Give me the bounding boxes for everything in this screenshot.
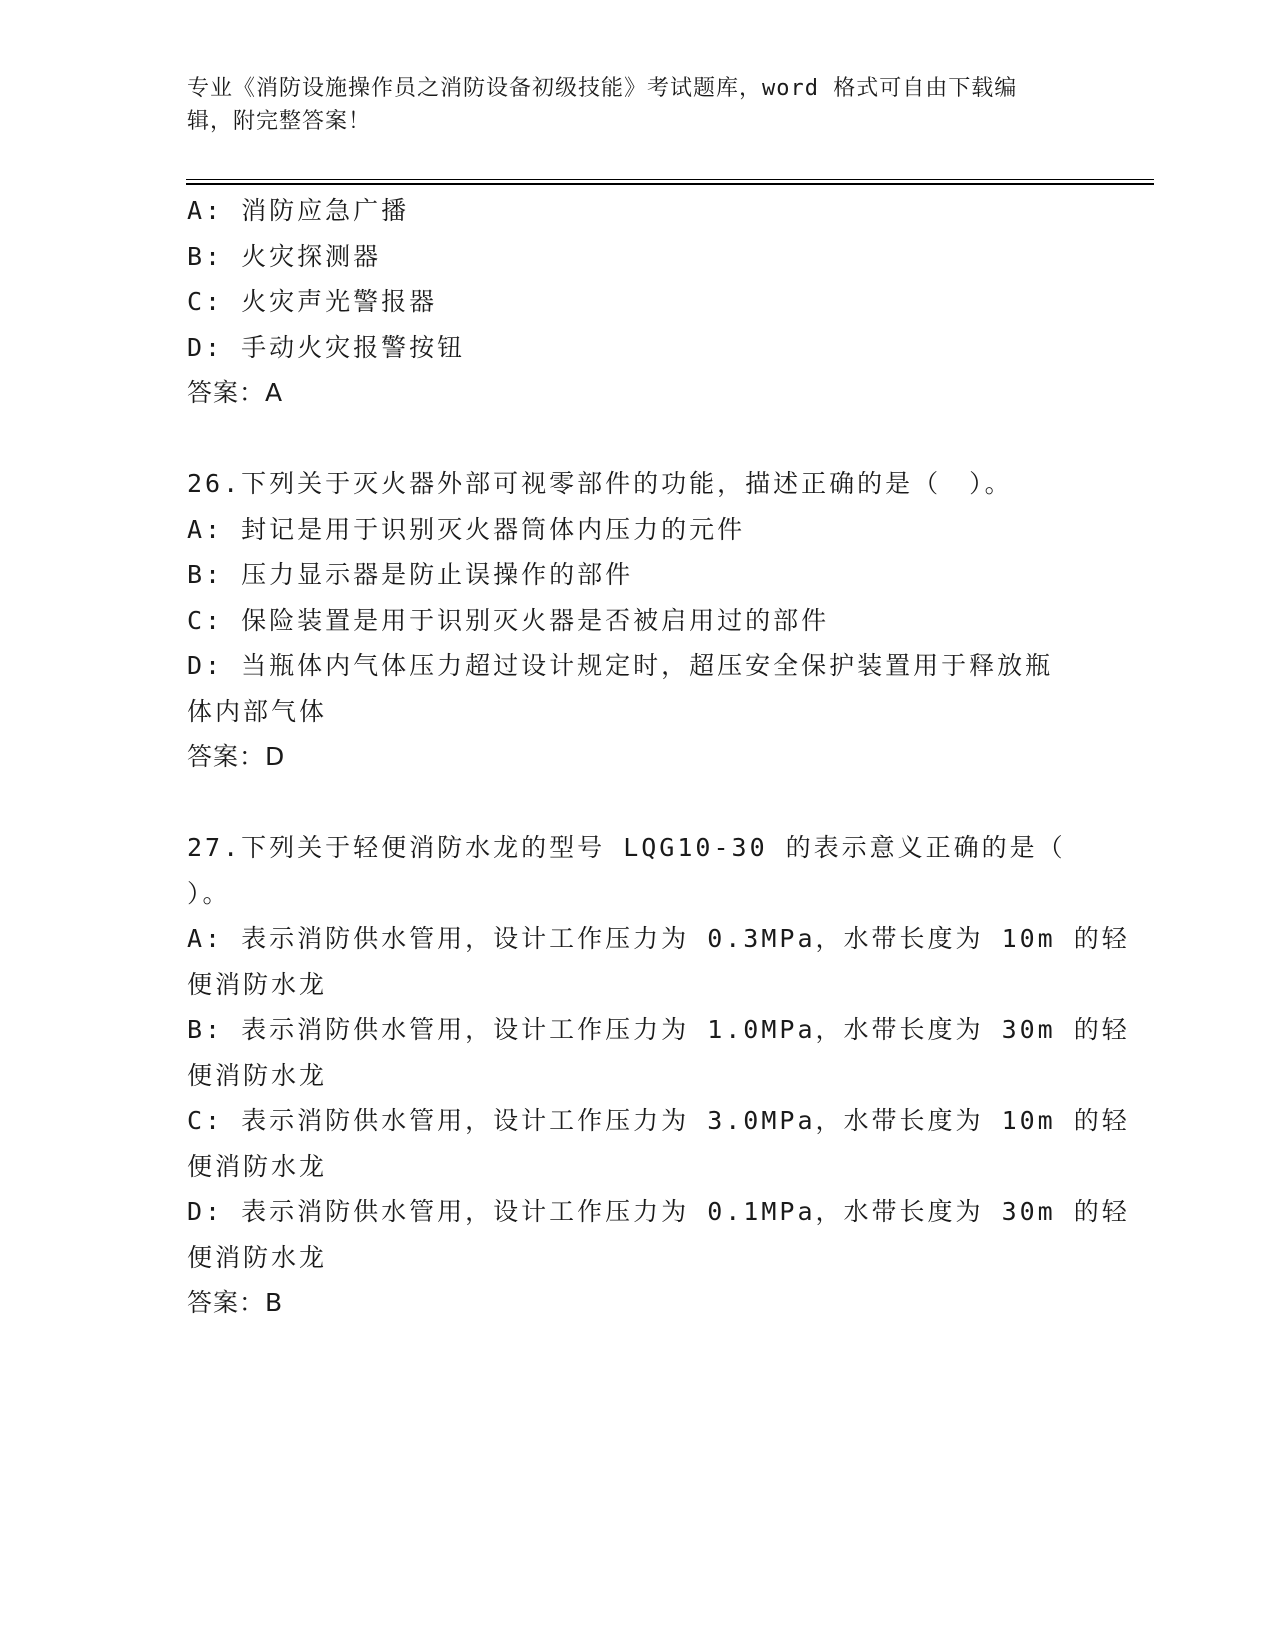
option-c: C: 火灾声光警报器	[187, 287, 438, 316]
option-a: A: 表示消防供水管用，设计工作压力为 0.3MPa，水带长度为 10m 的轻	[187, 924, 1130, 953]
question-stem-continued: ）。	[187, 878, 231, 908]
option-c: C: 保险装置是用于识别灭火器是否被启用过的部件	[187, 605, 830, 635]
option-d-continued: 便消防水龙	[187, 1242, 328, 1272]
header-line-2: 辑，附完整答案！	[187, 109, 372, 134]
option-d: D: 当瓶体内气体压力超过设计规定时，超压安全保护装置用于释放瓶	[187, 651, 1054, 680]
spacer	[187, 780, 1087, 826]
document-header	[187, 72, 1067, 138]
header-line-1: 专业《消防设施操作员之消防设备初级技能》考试题库，word 格式可自由下载编	[187, 76, 1018, 101]
option-a: A: 消防应急广播	[187, 196, 410, 225]
answer-line: 答案：B	[187, 1288, 284, 1317]
option-c-continued: 便消防水龙	[187, 1151, 328, 1181]
option-d: D: 表示消防供水管用，设计工作压力为 0.1MPa，水带长度为 30m 的轻	[187, 1197, 1130, 1226]
header-rule-thin	[186, 179, 1154, 180]
option-b-continued: 便消防水龙	[187, 1060, 328, 1090]
question-stem: 27.下列关于轻便消防水龙的型号 LQG10-30 的表示意义正确的是（	[187, 833, 1066, 862]
option-d-continued: 体内部气体	[187, 696, 328, 726]
question-list	[187, 188, 1130, 1326]
question-26	[187, 461, 1087, 780]
spacer	[187, 416, 1087, 462]
option-c: C: 表示消防供水管用，设计工作压力为 3.0MPa，水带长度为 10m 的轻	[187, 1106, 1130, 1135]
question-stem: 26.下列关于灭火器外部可视零部件的功能，描述正确的是（ ）。	[187, 469, 1013, 498]
header-rule-thick	[186, 183, 1154, 185]
option-b: B: 压力显示器是防止误操作的部件	[187, 560, 634, 589]
answer-line: 答案：A	[187, 378, 284, 407]
option-a-continued: 便消防水龙	[187, 969, 328, 999]
question-27	[187, 825, 1130, 1326]
answer-line: 答案：D	[187, 742, 286, 771]
option-b: B: 火灾探测器	[187, 241, 382, 271]
option-b: B: 表示消防供水管用，设计工作压力为 1.0MPa，水带长度为 30m 的轻	[187, 1015, 1130, 1044]
option-d: D: 手动火灾报警按钮	[187, 332, 466, 362]
question-25	[187, 188, 1087, 416]
option-a: A: 封记是用于识别灭火器筒体内压力的元件	[187, 514, 746, 544]
